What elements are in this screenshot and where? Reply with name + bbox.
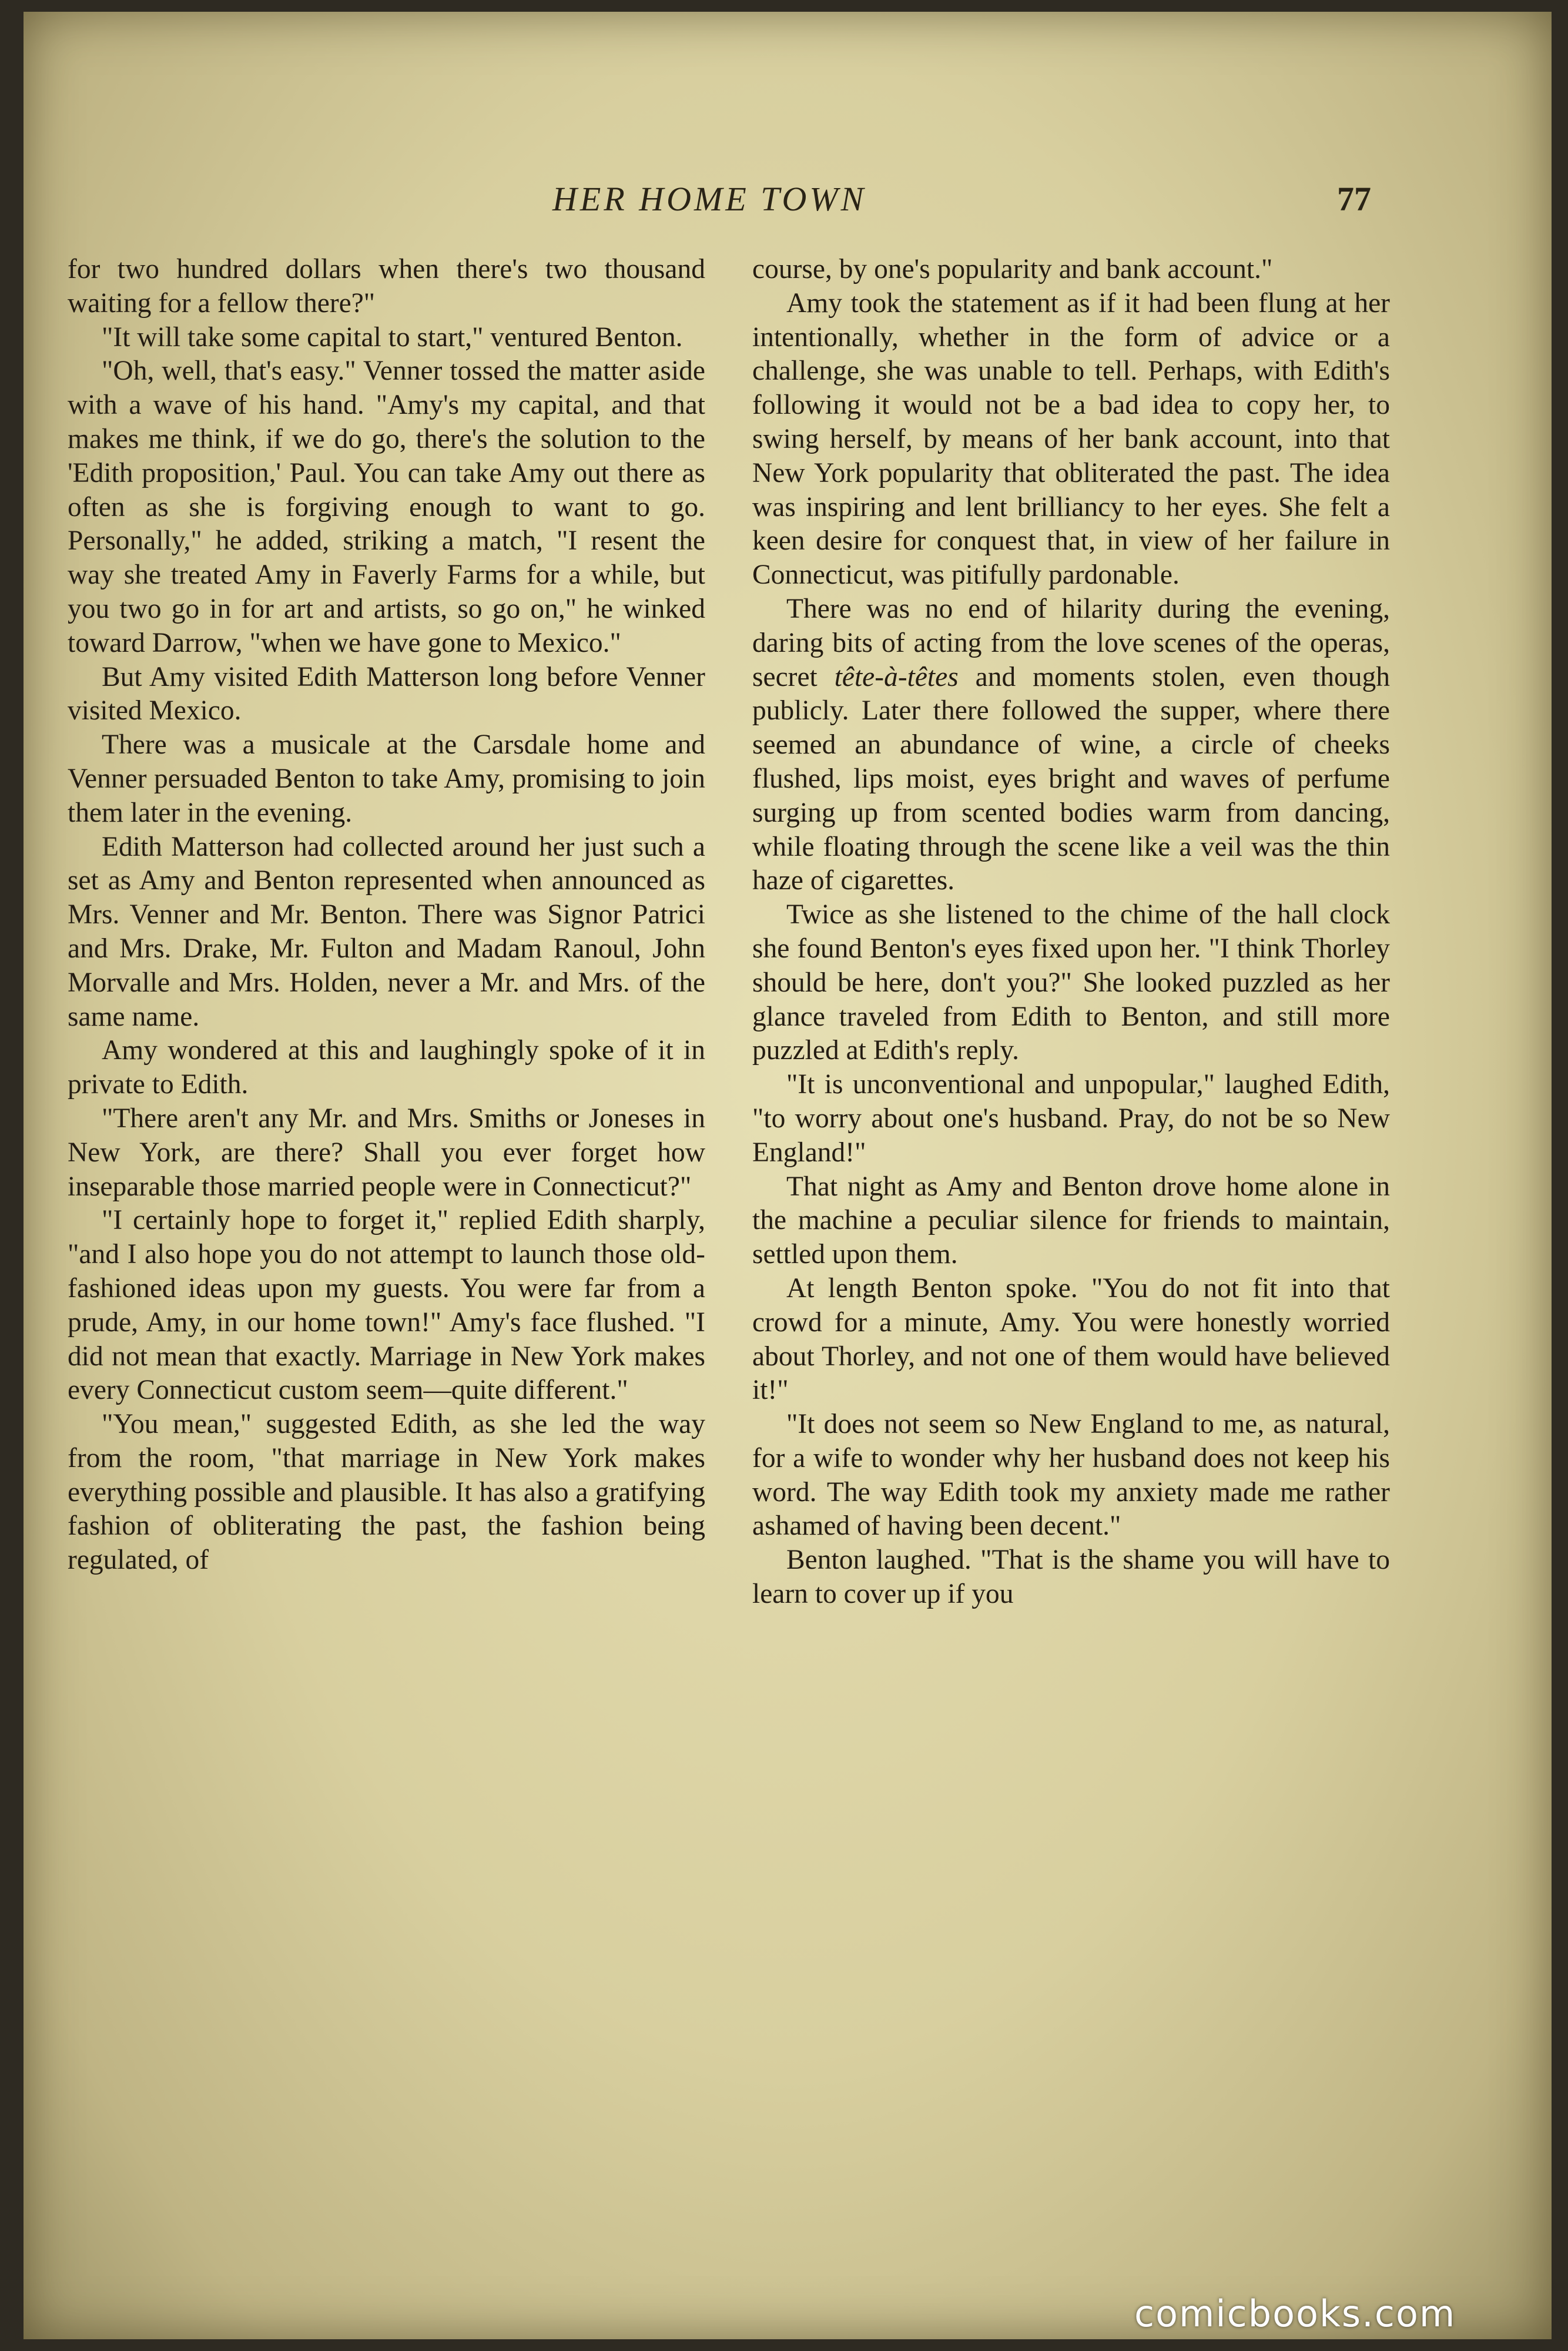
page-number: 77 (1337, 180, 1371, 218)
paragraph: But Amy visited Edith Matterson long before Venner visited Mexico. (68, 661, 705, 726)
paragraph-text: and moments stolen, even though publicly. Later there followed the supper, where there seemed an abundance of wine, a circle of cheeks flushed, lips moist, eyes bright and waves of perfume surging up from scented bodies warm from dancing, while floating through the scene like a veil was the thin haze of cigarettes. (752, 661, 1391, 896)
paragraph: Twice as she listened to the chime of the hall clock she found Benton's eyes fixed upon her. "I think Thorley should be here, don't you?" She looked puzzled as her glance traveled from Edith to Benton, and still more puzzled at Edith's reply. (752, 899, 1390, 1066)
paragraph: That night as Amy and Benton drove home alone in the machine a peculiar silence for friends to maintain, settled upon them. (752, 1171, 1390, 1270)
paragraph: "It does not seem so New England to me, as natural, for a wife to wonder why her husband does not keep his word. The way Edith took my anxiety made me rather ashamed of having been decent." (752, 1409, 1390, 1542)
paragraph: At length Benton spoke. "You do not fit into that crowd for a minute, Amy. You were honestly worried about Thorley, and not one of them would have believed it!" (752, 1272, 1390, 1406)
paragraph: "You mean," suggested Edith, as she led the way from the room, "that marriage in New York makes everything possible and plausible. It has also a gratifying fashion of obliterating the past, the fashion being regulated, of (68, 1409, 705, 1576)
paragraph: Edith Matterson had collected around her just such a set as Amy and Benton represented when announced as Mrs. Venner and Mr. Benton. There was Signor Patrici and Mrs. Drake, Mr. Fulton and Madam Ranoul, John Morvalle and Mrs. Holden, never a Mr. and Mrs. of the same name. (68, 831, 705, 1032)
book-page (24, 12, 1552, 2339)
paragraph: Amy wondered at this and laughingly spoke of it in private to Edith. (68, 1035, 705, 1100)
paragraph: "It will take some capital to start," ventured Benton. (102, 321, 683, 353)
paragraph (752, 592, 1390, 898)
running-head: HER HOME TOWN (552, 180, 867, 218)
paragraph: There was a musicale at the Carsdale home and Venner persuaded Benton to take Amy, promising to join them later in the evening. (68, 729, 705, 828)
paragraph: Amy took the statement as if it had been flung at her intentionally, whether in the form of advice or a challenge, she was unable to tell. Perhaps, with Edith's following it would not be a bad idea to copy her, to swing herself, by means of her bank account, into that New York popularity that obliterated the past. The idea was inspiring and lent brilliancy to her eyes. She felt a keen desire for conquest that, in view of her failure in Connecticut, was pitifully pardonable. (752, 287, 1390, 591)
italic-phrase: tête-à-têtes (834, 661, 959, 692)
paragraph: Benton laughed. "That is the shame you will have to learn to cover up if you (752, 1545, 1390, 1610)
right-column (752, 253, 1390, 1612)
left-column (68, 253, 705, 1578)
paragraph: for two hundred dollars when there's two thousand waiting for a fellow there?" (68, 254, 705, 319)
page-header (24, 179, 1552, 232)
paragraph: "Oh, well, that's easy." Venner tossed the matter aside with a wave of his hand. "Amy's my capital, and that makes me think, if we do go, there's the solution to the 'Edith proposition,' Paul. You can take Amy out there as often as she is forgiving enough to want to go. Personally," he added, striking a match, "I resent the way she treated Amy in Faverly Farms for a while, but you two go in for art and artists, so go on," he winked toward Darrow, "when we have gone to Mexico." (68, 356, 705, 658)
paragraph: "I certainly hope to forget it," replied Edith sharply, "and I also hope you do not attempt to launch those old-fashioned ideas upon my guests. You were far from a prude, Amy, in our home town!" Amy's face flushed. "I did not mean that exactly. Marriage in New York makes every Connecticut custom seem—quite different." (68, 1205, 705, 1406)
paragraph: "There aren't any Mr. and Mrs. Smiths or Joneses in New York, are there? Shall you ever forget how inseparable those married people were in Connecticut?" (68, 1103, 705, 1202)
paragraph: "It is unconventional and unpopular," laughed Edith, "to worry about one's husband. Pray, do not be so New England!" (752, 1069, 1390, 1168)
paragraph-text: There was no end of hilarity during the evening, daring bits of acting from the love scenes of the operas, secret (752, 593, 1390, 692)
paragraph: course, by one's popularity and bank account." (752, 254, 1273, 284)
watermark: comicbooks.com (1134, 2292, 1456, 2335)
